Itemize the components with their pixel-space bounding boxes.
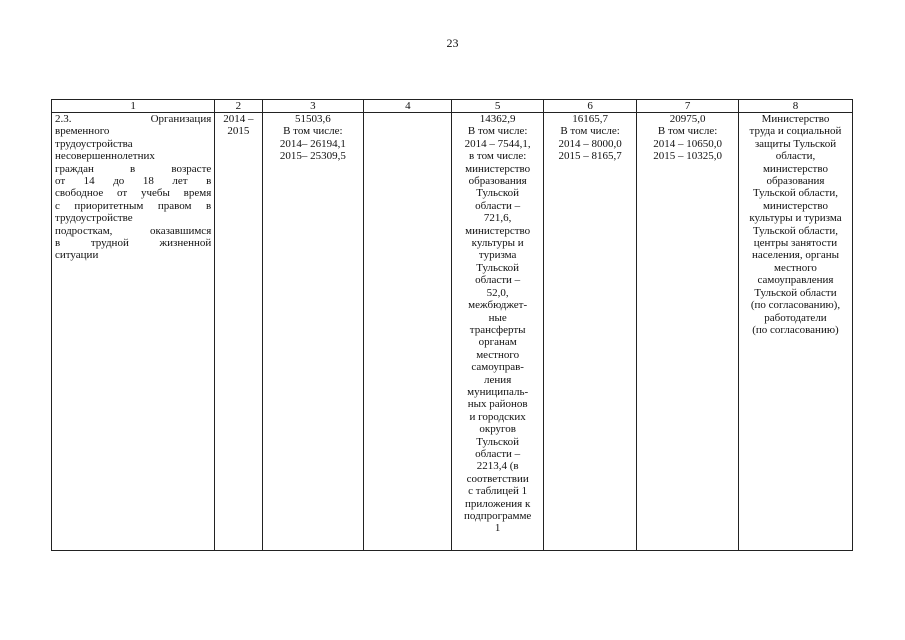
responsible-executors-cell	[738, 113, 852, 551]
col5-line: В том числе:	[467, 125, 528, 138]
description-line: временного	[55, 125, 110, 138]
col2-line: 2014 –	[223, 113, 254, 125]
col8-line: министерство	[762, 162, 828, 175]
col5-line: подпрограмме	[464, 510, 532, 522]
col8-line: Министерство	[761, 113, 830, 125]
col3-line: 2014– 26194,1	[279, 137, 346, 150]
col5-line: 1	[494, 522, 501, 535]
col8-line: Тульской области,	[752, 224, 838, 237]
col5-line: 52,0,	[486, 286, 509, 299]
col8-line: (по согласованию),	[750, 299, 841, 312]
col5-line: и городских	[469, 410, 526, 423]
column-header-1: 1	[52, 100, 215, 113]
col8-line: самоуправления	[757, 274, 834, 287]
col5-line: ные	[488, 311, 507, 324]
col5-line: 2213,4 (в	[476, 460, 519, 473]
description-line: трудоустройства	[55, 137, 133, 150]
col8-line: области,	[775, 150, 816, 163]
description-line: от 14 до 18 лет в	[55, 175, 212, 188]
local-budget-cell	[543, 113, 636, 551]
col7-line: В том числе:	[657, 125, 718, 138]
col5-line: муниципаль-	[467, 385, 529, 398]
col7-line: 2015 – 10325,0	[653, 150, 722, 163]
column-header-2: 2	[215, 100, 262, 113]
col5-line: соответствии	[466, 472, 529, 485]
col8-line: образования	[766, 175, 825, 188]
period-cell	[215, 113, 262, 551]
col5-line: области –	[475, 447, 521, 460]
col6-line: 16165,7	[572, 113, 608, 125]
col5-line: ления	[484, 373, 512, 386]
col5-line: межбюджет-	[468, 299, 528, 312]
col5-line: области –	[475, 199, 521, 212]
regional-budget-cell	[452, 113, 543, 551]
col8-line: Тульской области	[754, 286, 837, 299]
col5-line: ных районов	[467, 398, 528, 411]
description-line: несовершеннолетних	[55, 150, 155, 163]
program-table	[51, 99, 853, 551]
col5-line: Тульской	[476, 435, 520, 448]
description-line: в трудной жизненной	[55, 237, 212, 250]
col5-line: 2014 – 7544,1,	[464, 137, 531, 150]
col5-line: министерство	[465, 224, 531, 237]
col8-line: труда и социальной	[749, 125, 842, 138]
column-number-row	[52, 100, 853, 113]
col6-line: В том числе:	[560, 125, 620, 138]
col5-line: местного	[476, 348, 520, 361]
col2-line: 2015	[227, 125, 250, 138]
col5-line: приложения к	[465, 497, 531, 510]
col8-line: защиты Тульской	[754, 137, 837, 150]
description-line: 2.3. Организация	[55, 113, 212, 125]
col5-line: 721,6,	[483, 212, 512, 225]
column-header-8: 8	[738, 100, 852, 113]
col5-line: трансферты	[469, 323, 526, 336]
col5-line: образования	[468, 175, 527, 188]
col8-line: работодатели	[764, 311, 827, 324]
col5-line: туризма	[478, 249, 517, 262]
col8-line: (по согласованию)	[752, 323, 839, 336]
col8-line: центры занятости	[753, 237, 838, 250]
col7-line: 2014 – 10650,0	[653, 137, 722, 150]
description-line: ситуации	[55, 249, 99, 262]
column-header-6: 6	[543, 100, 636, 113]
col6-line: 2015 – 8165,7	[558, 150, 622, 163]
federal-budget-cell	[364, 113, 452, 551]
page-number: 23	[446, 36, 459, 50]
description-line: с приоритетным правом в	[55, 199, 212, 212]
col8-line: населения, органы	[751, 249, 839, 262]
col7-line: 20975,0	[669, 113, 706, 125]
col8-line: местного	[774, 261, 817, 274]
column-header-3: 3	[262, 100, 364, 113]
col5-line: округов	[479, 423, 516, 436]
col5-line: министерство	[465, 162, 531, 175]
description-line: подросткам, оказавшимся	[55, 224, 212, 237]
col5-line: Тульской	[476, 261, 520, 274]
col3-line: В том числе:	[283, 125, 343, 138]
col5-line: 14362,9	[479, 113, 516, 125]
col5-line: органам	[478, 336, 517, 349]
description-line: свободное от учебы время	[55, 187, 212, 200]
column-header-5: 5	[452, 100, 543, 113]
col5-line: области –	[475, 274, 521, 287]
activity-description-cell	[52, 113, 215, 551]
col5-line: культуры и	[471, 237, 524, 250]
column-header-4: 4	[364, 100, 452, 113]
col5-line: с таблицей 1	[468, 485, 528, 498]
col3-line: 2015– 25309,5	[279, 150, 346, 163]
extrabudgetary-cell	[637, 113, 739, 551]
col8-line: министерство	[762, 199, 828, 212]
col6-line: 2014 – 8000,0	[558, 137, 622, 150]
col5-line: Тульской	[476, 187, 520, 200]
col3-line: 51503,6	[294, 113, 331, 125]
col5-line: самоуправ-	[471, 361, 524, 374]
column-header-7: 7	[637, 100, 739, 113]
description-line: граждан в возрасте	[55, 162, 212, 175]
col8-line: Тульской области,	[752, 187, 838, 200]
col5-line: в том числе:	[468, 150, 527, 163]
description-line: трудоустройстве	[55, 212, 133, 225]
col8-line: культуры и туризма	[749, 212, 842, 225]
table-row	[52, 113, 853, 551]
total-funding-cell	[262, 113, 364, 551]
